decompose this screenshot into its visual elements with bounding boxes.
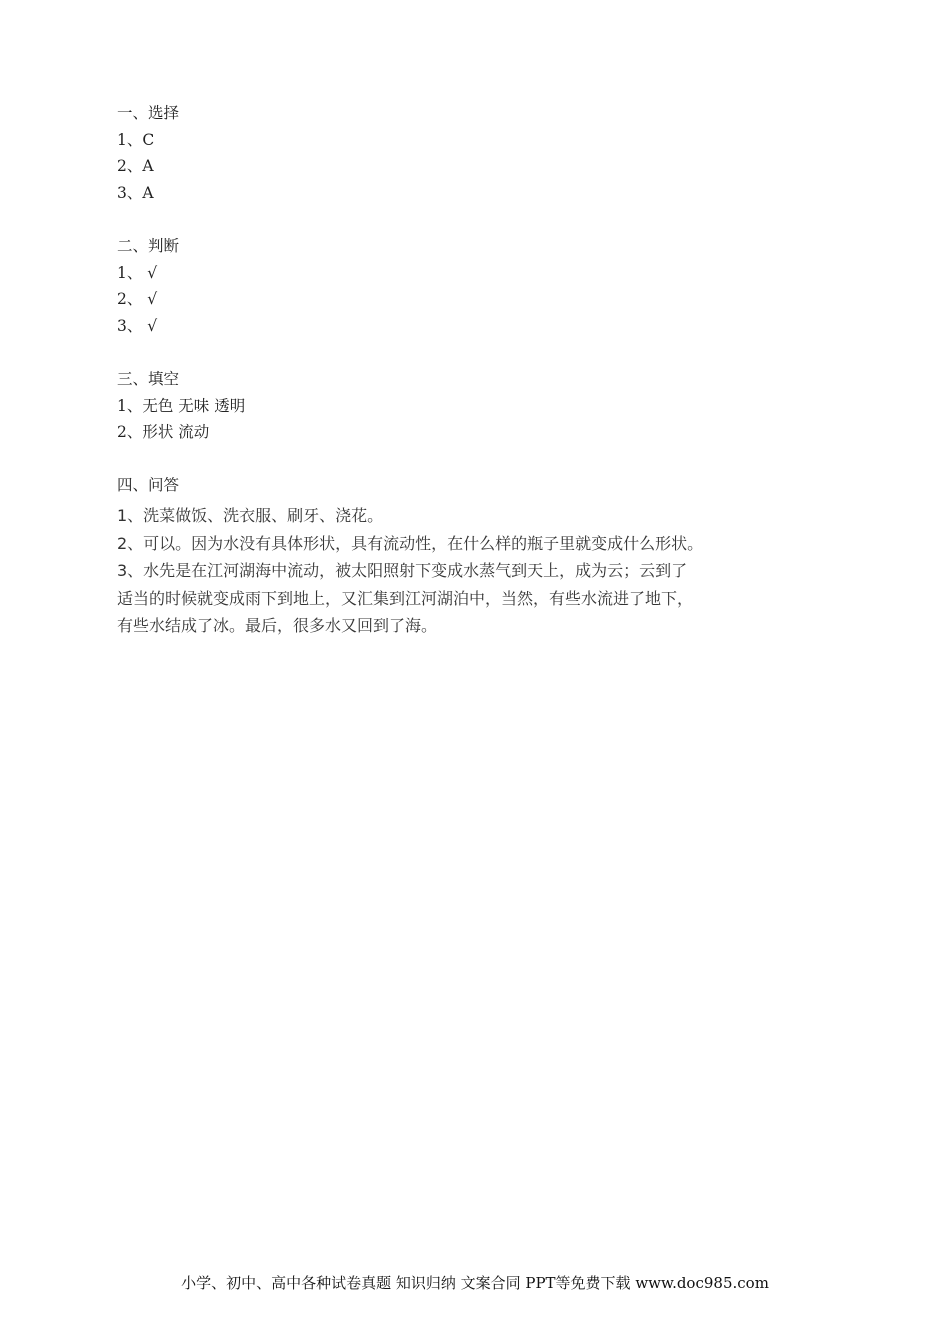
choice-answer-3: 3、A <box>117 183 154 202</box>
qa-answer-block <box>117 502 777 640</box>
qa-answer-line: 3、水先是在江河湖海中流动，被太阳照射下变成水蒸气到天上，成为云；云到了 <box>117 561 688 580</box>
qa-answer-line: 适当的时候就变成雨下到地上，又汇集到江河湖泊中，当然，有些水流进了地下， <box>117 588 694 608</box>
section-heading-choice: 一、选择 <box>117 104 180 122</box>
qa-answer-line: 1、洗菜做饭、洗衣服、刷牙、浇花。 <box>117 506 384 525</box>
fill-answer-1: 1、无色 无味 透明 <box>117 396 246 415</box>
choice-answer-2: 2、A <box>117 157 154 175</box>
section-heading-qa: 四、问答 <box>117 476 180 494</box>
section-heading-judge: 二、判断 <box>117 237 180 255</box>
judge-answer-3: 3、 √ <box>117 316 158 335</box>
section-judge <box>117 233 817 339</box>
page-footer: 小学、初中、高中各种试卷真题 知识归纳 文案合同 PPT等免费下载 www.doc985.com <box>181 1274 769 1292</box>
qa-answer-line: 有些水结成了冰。最后，很多水又回到了海。 <box>117 616 438 635</box>
fill-answer-2: 2、形状 流动 <box>117 423 210 441</box>
section-fill <box>117 366 817 446</box>
section-qa <box>117 472 817 499</box>
judge-answer-2: 2、 √ <box>117 290 158 308</box>
qa-answer-line: 2、可以。因为水没有具体形状，具有流动性，在什么样的瓶子里就变成什么形状。 <box>117 533 704 553</box>
section-heading-fill: 三、填空 <box>117 370 180 388</box>
section-choice <box>117 100 817 206</box>
judge-answer-1: 1、 √ <box>117 263 158 282</box>
choice-answer-1: 1、C <box>117 130 155 149</box>
